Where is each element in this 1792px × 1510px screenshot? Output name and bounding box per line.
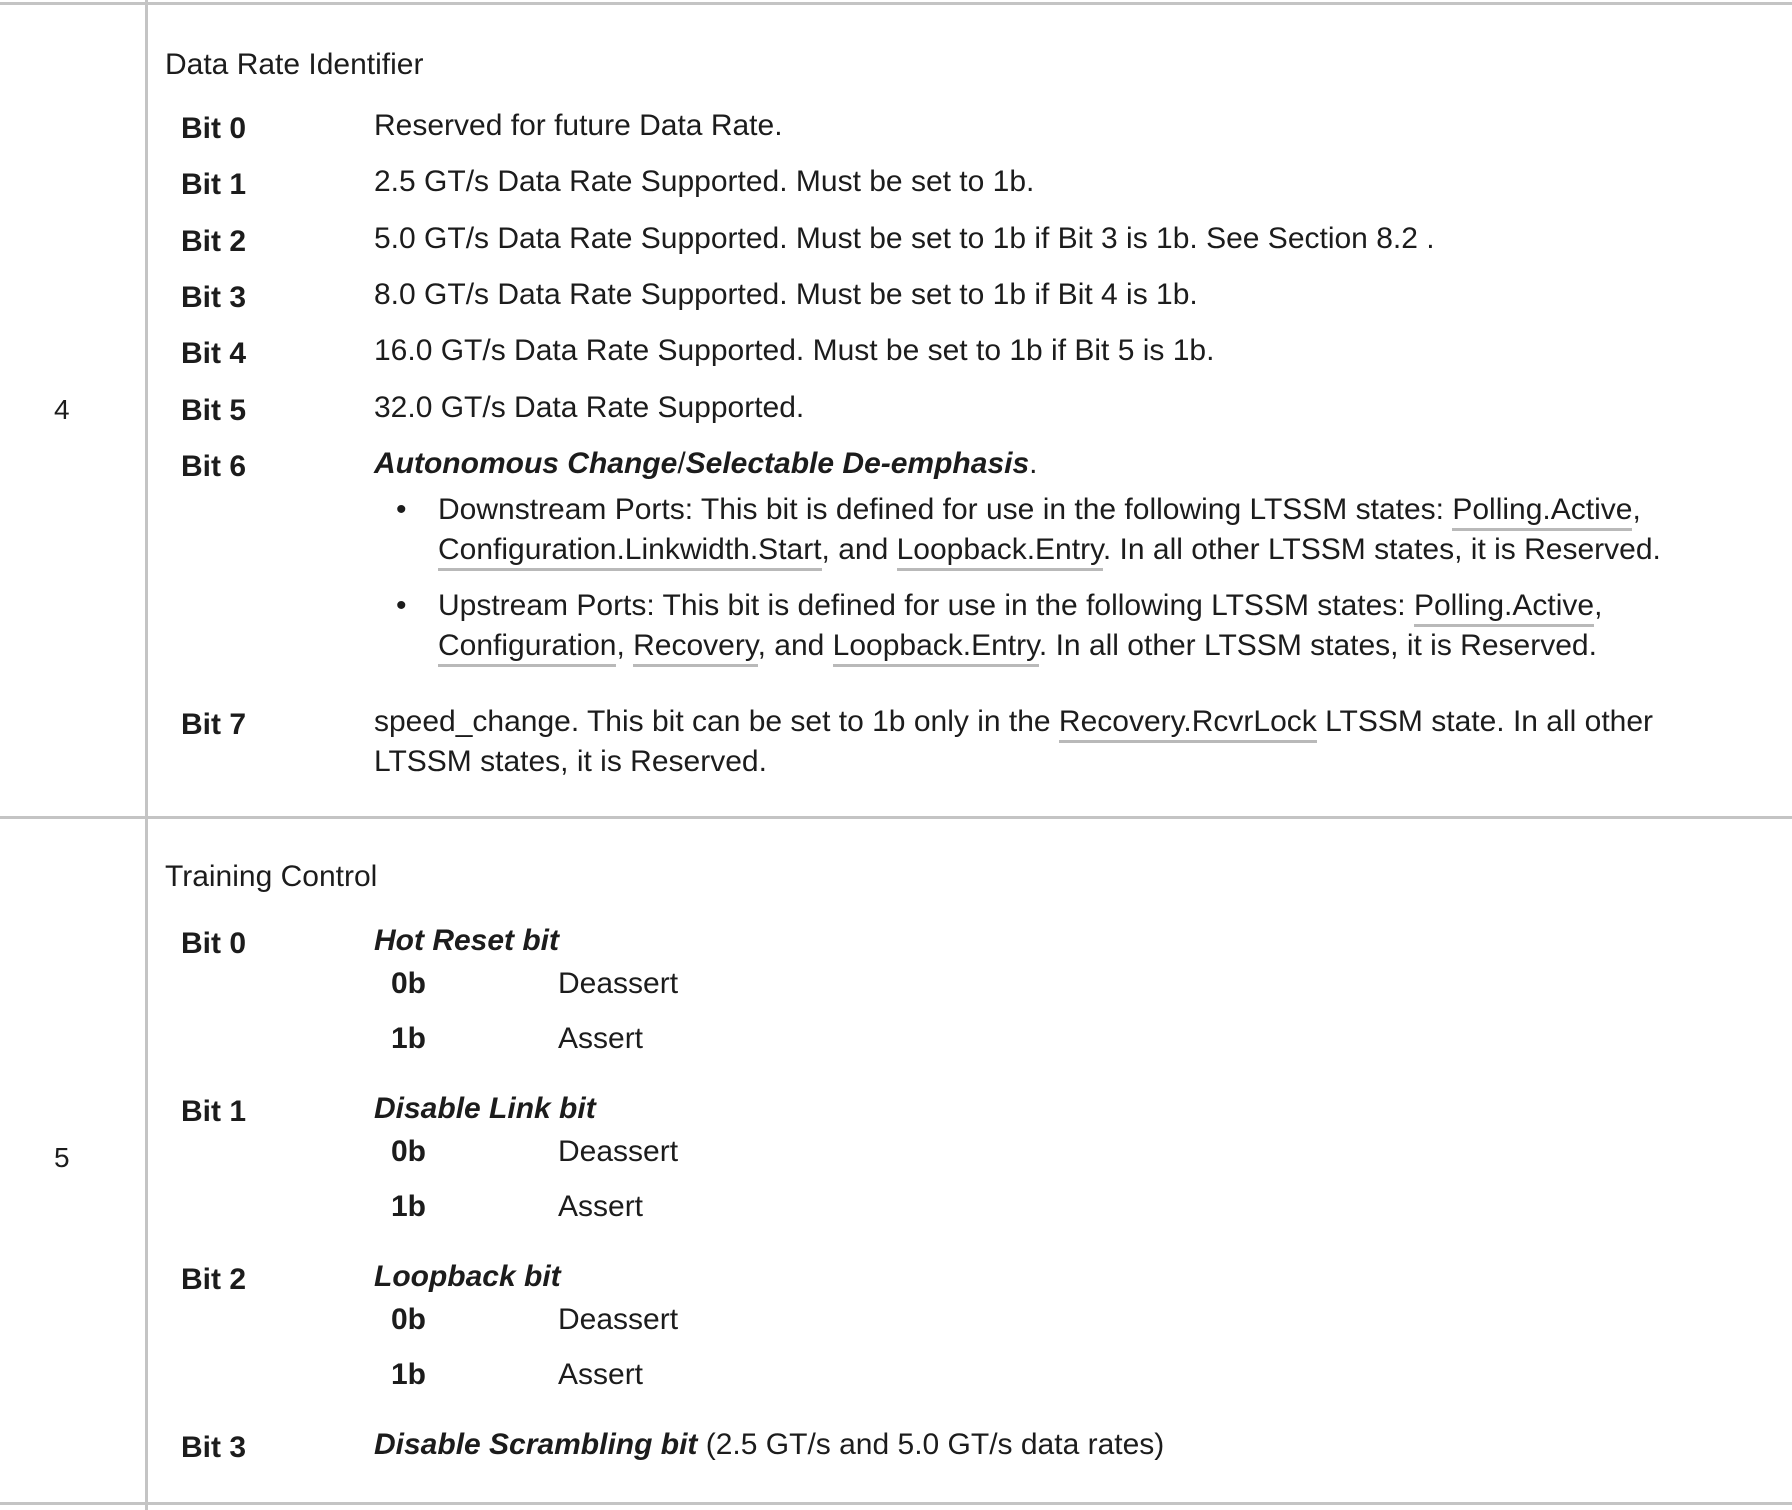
value-code: 1b (391, 1358, 427, 1391)
value-row (165, 1303, 1792, 1343)
bit-name: Disable Scrambling bit (374, 1428, 698, 1461)
list-item-text: , (616, 629, 634, 662)
bit-title-part: Autonomous Change (374, 447, 678, 480)
bit-label: Bit 0 (181, 927, 247, 960)
bit-label: Bit 1 (181, 168, 247, 201)
bit-description (374, 702, 1732, 782)
bit-description (374, 444, 1732, 682)
value-row (165, 967, 1792, 1007)
table-row-5 (0, 816, 1792, 1502)
bit-name: Loopback bit (374, 1260, 561, 1293)
value-row (165, 1358, 1792, 1398)
section-title: Data Rate Identifier (165, 48, 424, 81)
bit-description: 32.0 GT/s Data Rate Supported. (374, 391, 805, 424)
ltssm-state-link[interactable]: Recovery (633, 629, 757, 667)
bit-title (374, 444, 1732, 484)
bit-description: 2.5 GT/s Data Rate Supported. Must be set to 1b. (374, 165, 1035, 198)
bit-description: Reserved for future Data Rate. (374, 109, 783, 142)
bit-name: Disable Link bit (374, 1092, 596, 1125)
ltssm-state-link[interactable]: Loopback.Entry (897, 533, 1103, 571)
ltssm-state-link[interactable]: Configuration (438, 629, 616, 667)
bit-name: Hot Reset bit (374, 924, 560, 957)
bit-title-part: Selectable De-emphasis (685, 447, 1030, 480)
bit-label: Bit 0 (181, 112, 247, 145)
bit-description (374, 1425, 1732, 1465)
bit-label: Bit 7 (181, 708, 247, 741)
ltssm-state-link[interactable]: Recovery.RcvrLock (1059, 705, 1317, 743)
bullet-list (374, 490, 1732, 666)
ltssm-state-link[interactable]: Polling.Active (1452, 493, 1632, 531)
bit-title-separator: / (677, 447, 686, 480)
list-item (374, 586, 1732, 666)
list-item-text: . In all other LTSSM states, it is Reserved. (1038, 629, 1597, 662)
ltssm-state-link[interactable]: Polling.Active (1414, 589, 1594, 627)
list-item-text: Downstream Ports: This bit is defined for use in the following LTSSM states: (438, 493, 1453, 526)
value-row (165, 1190, 1792, 1230)
bit-label: Bit 2 (181, 1263, 247, 1296)
value-code: 0b (391, 1303, 427, 1336)
bit-description: 5.0 GT/s Data Rate Supported. Must be set to 1b if Bit 3 is 1b. See Section 8.2 . (374, 222, 1435, 255)
bit-label: Bit 3 (181, 1431, 247, 1464)
list-item-text: Upstream Ports: This bit is defined for use in the following LTSSM states: (438, 589, 1414, 622)
value-text: Assert (558, 1190, 644, 1223)
ltssm-state-link[interactable]: Loopback.Entry (833, 629, 1039, 667)
bit-description: 16.0 GT/s Data Rate Supported. Must be set to 1b if Bit 5 is 1b. (374, 334, 1215, 367)
bit-label: Bit 5 (181, 394, 247, 427)
bit-text: LTSSM state. In all other LTSSM states, it is Reserved. (374, 705, 1654, 778)
value-code: 0b (391, 967, 427, 1000)
section-title: Training Control (165, 860, 378, 893)
bit-label: Bit 1 (181, 1095, 247, 1128)
list-item-text: , (1594, 589, 1603, 622)
row-number: 4 (54, 394, 70, 425)
row-number: 5 (54, 1142, 70, 1173)
value-text: Deassert (558, 1135, 679, 1168)
value-code: 1b (391, 1022, 427, 1055)
value-text: Deassert (558, 1303, 679, 1336)
list-item-text: , (1632, 493, 1641, 526)
list-item-text: , and (821, 533, 897, 566)
value-text: Deassert (558, 967, 679, 1000)
table-bottom-border (0, 1502, 1792, 1505)
bit-description: 8.0 GT/s Data Rate Supported. Must be set to 1b if Bit 4 is 1b. (374, 278, 1198, 311)
bit-title-end: . (1029, 447, 1038, 480)
value-text: Assert (558, 1022, 644, 1055)
ltssm-state-link[interactable]: Configuration.Linkwidth.Start (438, 533, 822, 571)
bit-label: Bit 6 (181, 450, 247, 483)
bit-label: Bit 4 (181, 337, 247, 370)
bullet-icon: • (396, 493, 407, 526)
value-code: 1b (391, 1190, 427, 1223)
list-item-text: , and (757, 629, 833, 662)
bit-text: speed_change. This bit can be set to 1b only in the (374, 705, 1059, 738)
bit-note: (2.5 GT/s and 5.0 GT/s data rates) (697, 1428, 1165, 1461)
bit-label: Bit 3 (181, 281, 247, 314)
bit-label: Bit 2 (181, 225, 247, 258)
value-code: 0b (391, 1135, 427, 1168)
bullet-icon: • (396, 589, 407, 622)
value-row (165, 1022, 1792, 1062)
value-row (165, 1135, 1792, 1175)
list-item-text: . In all other LTSSM states, it is Reserved. (1102, 533, 1661, 566)
value-text: Assert (558, 1358, 644, 1391)
list-item (374, 490, 1732, 570)
